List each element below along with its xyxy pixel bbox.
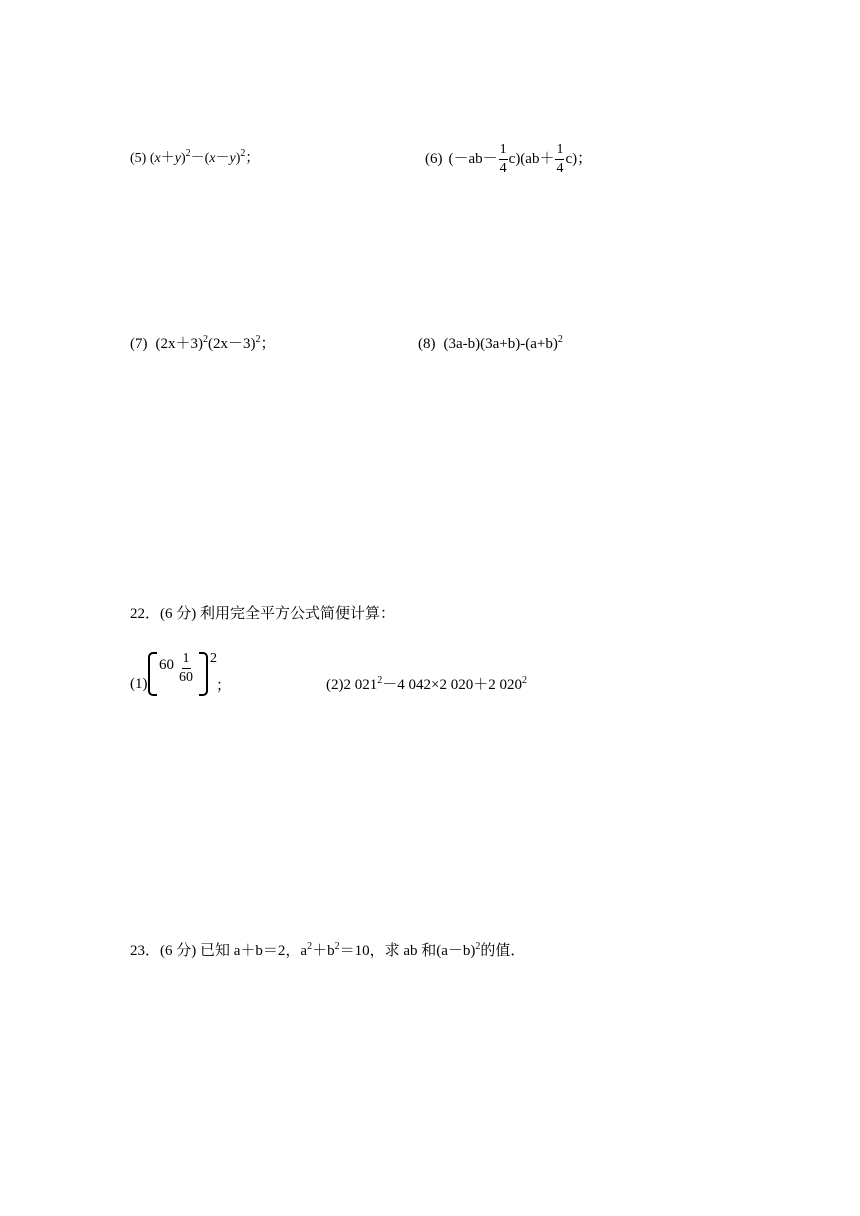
bracket-expression: 60 $\frac{1}{60}$ xyxy=(148,652,208,692)
right-bracket xyxy=(199,652,208,696)
fraction: $\frac{1}{4}$ xyxy=(556,142,564,176)
problem-7-number: (7) xyxy=(130,336,148,352)
problem-5-number: (5) xyxy=(130,151,147,166)
question-22-title: 22．(6 分) 利用完全平方公式简便计算： xyxy=(130,606,395,622)
question-23: 23．(6 分) 已知 a＋b＝2，$a^2+b^2=10$，求 ab 和$(a-b)^2$的值． xyxy=(130,941,526,959)
exponent: 2 xyxy=(210,651,217,666)
problem-6: (6) (－ab－ $\frac{1}{4}$ c)(ab＋ $\frac{1}{4}$ c)； xyxy=(425,142,593,176)
problem-8-number: (8) xyxy=(418,336,436,352)
problem-6-number: (6) xyxy=(425,150,443,167)
fraction: $\frac{1}{60}$ xyxy=(179,651,193,685)
fraction: $\frac{1}{4}$ xyxy=(499,142,507,176)
question-22-part-2: (2)2 $021^2-4$ 042×2 020＋2 $020^2$ xyxy=(326,675,527,693)
problem-7: (7) $(2x+3)^2(2x-3)^2$； xyxy=(130,334,276,352)
part-label: (1) xyxy=(130,676,148,692)
problem-5: (5) $(x+y)^2-(x-y)^2$； xyxy=(130,148,260,166)
left-bracket xyxy=(148,652,157,696)
problem-8: (8) $(3a-b)(3a+b)-(a+b)^2$ xyxy=(418,334,563,352)
